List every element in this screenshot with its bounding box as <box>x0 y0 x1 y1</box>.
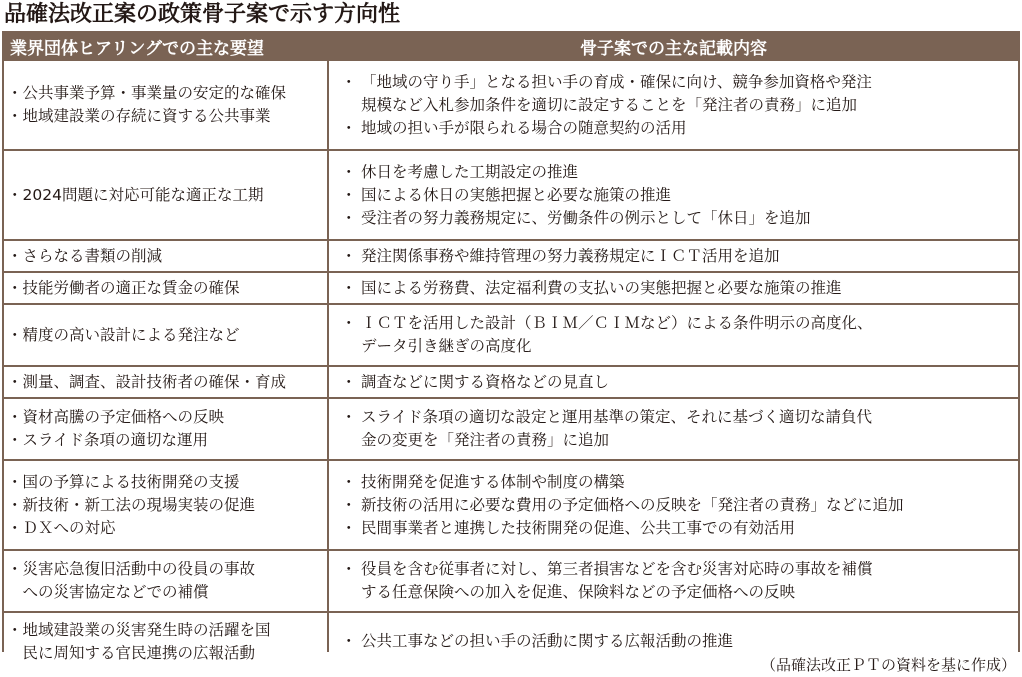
content-text-continued: する任意保険への加入を促進、保険料などの予定価格への反映 <box>361 583 796 601</box>
content-item <box>341 406 1012 429</box>
content-text: 「地域の守り手」となる担い手の育成・確保に向け、競争参加資格や発注 <box>361 72 872 91</box>
content-text: 役員を含む従事者に対し、第三者損害などを含む災害対応時の事故を補償 <box>361 560 873 578</box>
request-cell <box>4 399 327 459</box>
bullet-mark: ・ <box>341 495 357 514</box>
content-item <box>341 71 1012 94</box>
content-item <box>341 494 1012 517</box>
bullet-mark: ・ <box>341 472 357 491</box>
content-text-continued: 金の変更を「発注者の責務」に追加 <box>361 431 610 449</box>
bullet-mark: ・ <box>341 560 357 578</box>
content-text: 公共工事などの担い手の活動に関する広報活動の推進 <box>361 632 734 650</box>
content-cell <box>329 461 1018 549</box>
request-cell <box>4 461 327 549</box>
content-text: 発注関係事務や維持管理の努力義務規定にＩＣＴ活用を追加 <box>361 246 780 265</box>
content-text: スライド条項の適切な設定と運用基準の策定、それに基づく適切な請負代 <box>361 408 873 426</box>
content-text: 民間事業者と連携した技術開発の促進、公共工事での有効活用 <box>361 518 796 537</box>
policy-table <box>2 31 1020 662</box>
content-item <box>341 517 1012 540</box>
content-text: 新技術の活用に必要な費用の予定価格への反映を「発注者の責務」などに追加 <box>361 495 904 514</box>
request-line: ・測量、調査、設計技術者の確保・育成 <box>7 372 287 391</box>
content-item <box>341 630 1012 653</box>
request-line: ・地域建設業の存続に資する公共事業 <box>7 107 271 125</box>
content-cell <box>329 273 1018 303</box>
bullet-mark: ・ <box>341 314 357 332</box>
request-cell <box>4 241 327 271</box>
content-item <box>341 371 1012 394</box>
content-item <box>341 558 1012 581</box>
request-cell <box>4 273 327 303</box>
content-text: 休日を考慮した工期設定の推進 <box>361 162 579 181</box>
content-text: 地域の担い手が限られる場合の随意契約の活用 <box>361 118 687 137</box>
bullet-mark: ・ <box>341 162 357 181</box>
request-line: ・2024問題に対応可能な適正な工期 <box>7 185 264 204</box>
request-line: ・新技術・新工法の現場実装の促進 <box>7 495 256 514</box>
request-line: ・スライド条項の適切な運用 <box>7 431 209 449</box>
request-line: ・国の予算による技術開発の支援 <box>7 472 240 491</box>
request-line: ・ＤＸへの対応 <box>7 518 116 537</box>
request-line: 民に周知する官民連携の広報活動 <box>7 643 256 662</box>
request-cell <box>4 61 327 149</box>
content-text: ＩＣＴを活用した設計（ＢＩＭ／ＣＩＭなど）による条件明示の高度化、 <box>361 314 873 332</box>
request-cell <box>4 551 327 611</box>
content-item <box>341 312 1012 335</box>
bullet-mark: ・ <box>341 632 357 650</box>
request-line: ・資材高騰の予定価格への反映 <box>7 408 225 426</box>
content-cell <box>329 551 1018 611</box>
header-requests: 業界団体ヒアリングでの主な要望 <box>4 33 327 59</box>
content-item <box>341 184 1012 207</box>
content-text: 調査などに関する資格などの見直し <box>361 372 610 391</box>
request-line: への災害協定などでの補償 <box>7 583 209 601</box>
request-cell <box>4 305 327 365</box>
header-contents: 骨子案での主な記載内容 <box>329 33 1018 59</box>
request-cell <box>4 613 327 670</box>
content-text: 国による労務費、法定福利費の支払いの実態把握と必要な施策の推進 <box>361 278 842 297</box>
content-item <box>341 471 1012 494</box>
content-item <box>341 161 1012 184</box>
request-cell <box>4 151 327 239</box>
request-cell <box>4 367 327 397</box>
content-cell <box>329 151 1018 239</box>
content-item <box>341 277 1012 300</box>
content-cell <box>329 399 1018 459</box>
content-text-continued: 規模など入札参加条件を適切に設定することを「発注者の責務」に追加 <box>361 95 858 114</box>
bullet-mark: ・ <box>341 372 357 391</box>
bullet-mark: ・ <box>341 518 357 537</box>
content-cell <box>329 241 1018 271</box>
page-title: 品確法改正案の政策骨子案で示す方向性 <box>4 2 401 27</box>
bullet-mark: ・ <box>341 72 357 91</box>
bullet-mark: ・ <box>341 246 357 265</box>
request-line: ・地域建設業の災害発生時の活躍を国 <box>7 620 271 639</box>
bullet-mark: ・ <box>341 208 357 227</box>
content-text: 技術開発を促進する体制や制度の構築 <box>361 472 625 491</box>
bullet-mark: ・ <box>341 278 357 297</box>
bullet-mark: ・ <box>341 185 357 204</box>
request-line: ・さらなる書類の削減 <box>7 246 163 265</box>
content-item <box>341 117 1012 140</box>
request-line: ・公共事業予算・事業量の安定的な確保 <box>7 84 287 102</box>
content-text: 国による休日の実態把握と必要な施策の推進 <box>361 185 672 204</box>
request-line: ・災害応急復旧活動中の役員の事故 <box>7 560 256 578</box>
request-line: ・技能労働者の適正な賃金の確保 <box>7 278 240 297</box>
content-cell <box>329 367 1018 397</box>
content-item <box>341 245 1012 268</box>
content-item <box>341 207 1012 230</box>
source-note: （品確法改正ＰＴの資料を基に作成） <box>760 656 1016 674</box>
content-text: 受注者の努力義務規定に、労働条件の例示として「休日」を追加 <box>361 208 811 227</box>
content-text-continued: データ引き継ぎの高度化 <box>361 337 532 355</box>
bullet-mark: ・ <box>341 118 357 137</box>
bullet-mark: ・ <box>341 408 357 426</box>
request-line: ・精度の高い設計による発注など <box>7 325 240 344</box>
content-cell <box>329 305 1018 365</box>
content-cell <box>329 61 1018 149</box>
